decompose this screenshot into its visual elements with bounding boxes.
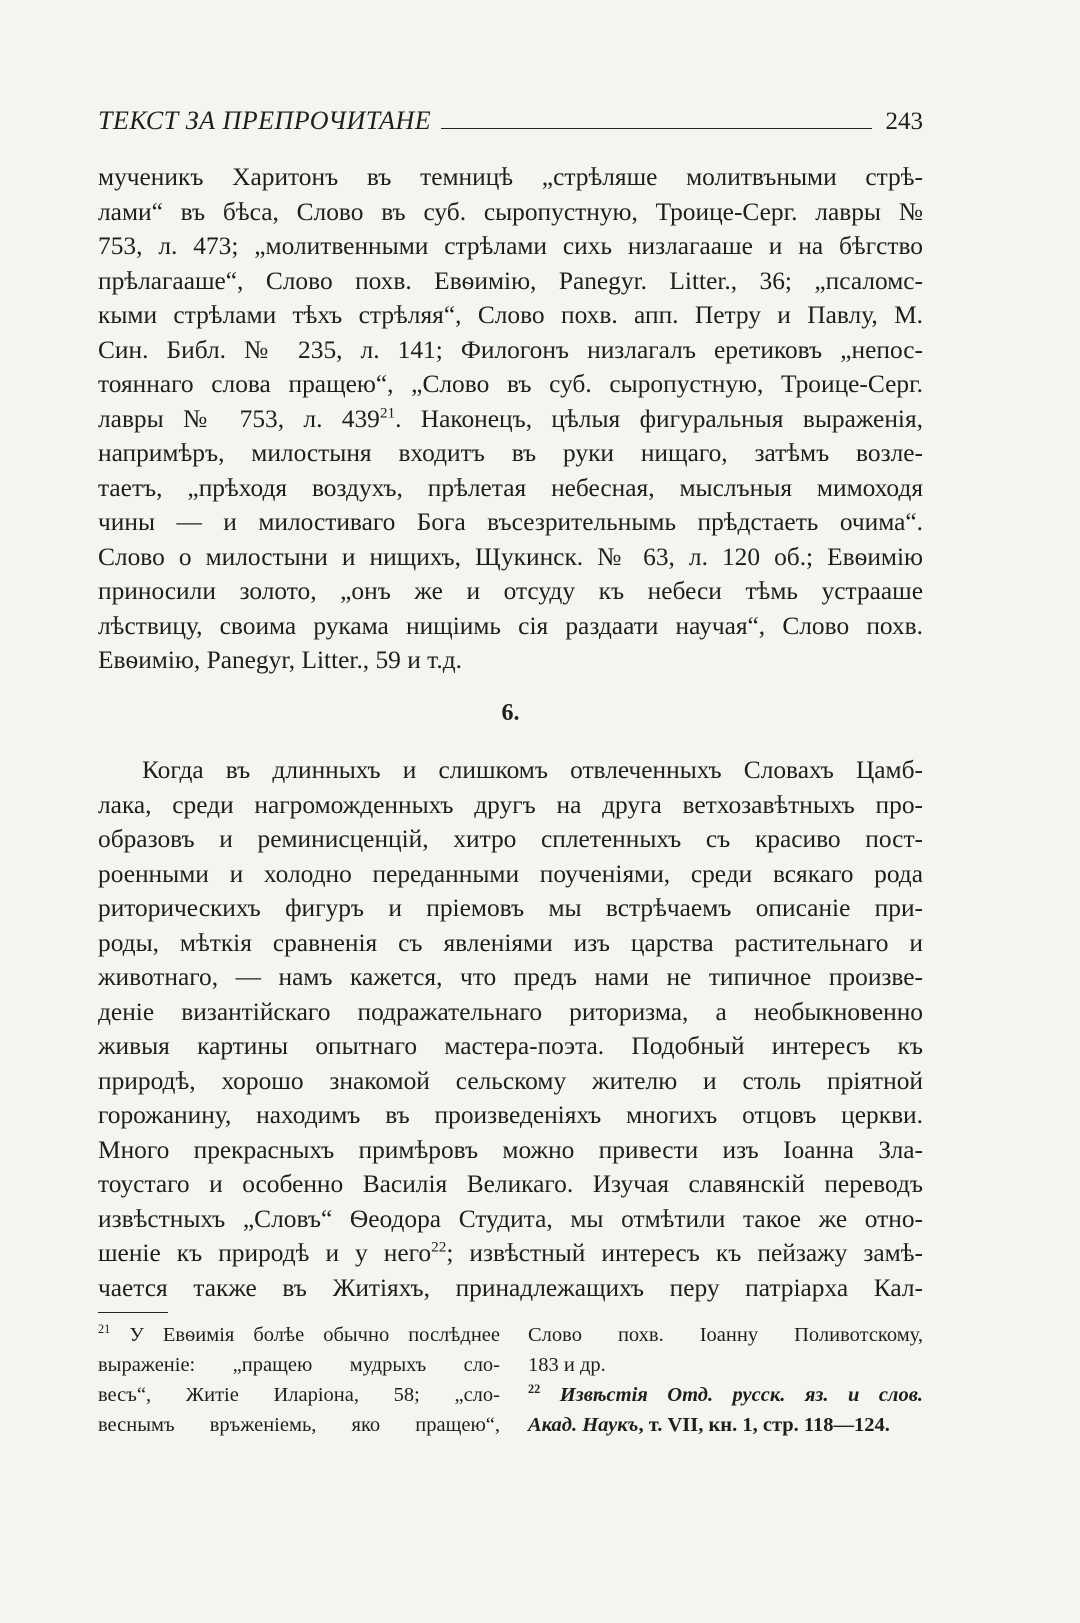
text-line: лака, среди нагроможденныхъ другъ на друга ветхозавѣтныхъ про-: [98, 790, 923, 819]
text-line: роды, мѣткія сравненія съ явленіями изъ царства растительнаго и: [98, 928, 923, 957]
text-line: живыя картины опытнаго мастера-поэта. Подобный интересъ къ: [98, 1032, 923, 1060]
footnote-22: [528, 1380, 923, 1410]
text-line: тояннаго слова пращею“, „Слово въ суб. сыропустную, Троице-Серг.: [98, 370, 923, 398]
text-segment: . Наконецъ, цѣлыя фигуральныя выраженія,: [395, 404, 923, 433]
footnote-ref-22[interactable]: 22: [431, 1238, 447, 1256]
text-line: прѣлагааше“, Слово похв. Евѳимію, Panegyr. Litter., 36; „псаломс-: [98, 266, 923, 295]
text-line: лѣствицу, своима рукама нищіимь сія раздаати научая“, Слово похв.: [98, 611, 923, 640]
text-segment: лавры № 753, л. 439: [98, 404, 380, 433]
text-line: таетъ, „прѣходя воздухъ, прѣлетая небесная, мыслъныя мимоходя: [98, 473, 923, 502]
text-segment: шеніе къ природѣ и у него: [98, 1239, 432, 1267]
text-line: Когда въ длинныхъ и слишкомъ отвлеченныхъ Словахъ Цамб-: [142, 756, 923, 784]
paragraph-1: [98, 160, 923, 678]
text-line: деніе византійскаго подражательнаго риторизма, а необыкновенно: [98, 997, 923, 1026]
footnote-number: 21: [98, 1322, 111, 1337]
text-line: риторическихъ фигуръ и пріемовъ мы встрѣчаемъ описаніе при-: [98, 894, 923, 922]
text-segment: У Евѳимія болѣе обычно послѣднее: [129, 1324, 501, 1346]
footnote-ref-21[interactable]: 21: [379, 404, 396, 422]
footnote-21: [98, 1320, 500, 1440]
text-line: лами“ въ бѣса, Слово въ суб. сыропустную, Троице-Серг. лавры №: [98, 197, 923, 226]
text-line: горожанину, находимъ въ произведеніяхъ многихъ отцовъ церкви.: [98, 1101, 923, 1129]
text-line: извѣстныхъ „Словъ“ Ѳеодора Студита, мы отмѣтили такое же отно-: [98, 1204, 923, 1233]
paragraph-2: [98, 753, 923, 1305]
footnote-line: Слово похв. Іоанну Поливотскому,: [528, 1324, 923, 1346]
text-line: образовъ и реминисценцій, хитро сплетенныхъ съ красиво пост-: [98, 825, 923, 853]
journal-title-cont: Акад. Наукъ: [528, 1414, 639, 1436]
footnote-line: [528, 1410, 923, 1440]
text-line: Син. Библ. № 235, л. 141; Филогонъ низлагалъ еретиковъ „непос-: [98, 335, 923, 364]
text-line: животнаго, — намъ кажется, что предъ нами не типичное произве-: [98, 963, 923, 991]
footnote-line: выраженіе: „пращею мудрыхъ сло-: [98, 1354, 500, 1376]
text-line: роенными и холодно переданными поученіями, среди всякаго рода: [98, 859, 923, 888]
running-title: ТЕКСТ ЗА ПРЕПРОЧИТАНЕ: [98, 106, 432, 135]
footnote-line: весъ“, Житіе Иларіона, 58; „сло-: [98, 1384, 500, 1406]
text-line: Евѳимію, Panegyr, Litter., 59 и т.д.: [98, 646, 462, 674]
text-line: Слово о милостыни и нищихъ, Щукинск. № 63, л. 120 об.; Евѳимію: [98, 542, 923, 571]
text-line: чается также въ Житіяхъ, принадлежащихъ перу патріарха Кал-: [98, 1273, 923, 1302]
text-line: [98, 1236, 923, 1271]
footnote-line: 183 и др.: [528, 1354, 606, 1376]
text-line: 753, л. 473; „молитвенными стрѣлами сихь низлагааше и на бѣгство: [98, 232, 923, 260]
journal-title: Извѣстія Отд. русск. яз. и слов.: [559, 1384, 923, 1406]
text-line: приносили золото, „онъ же и отсуду къ небеси тѣмь устрааше: [98, 577, 923, 605]
footnote-line: веснымъ връженіемь, яко пращею“,: [98, 1414, 500, 1436]
text-line: мученикъ Харитонъ въ темницѣ „стрѣляше молитвъными стрѣ-: [98, 163, 923, 191]
footnote-number: 22: [528, 1382, 541, 1397]
running-header: [98, 100, 923, 136]
footnote-column-right: [528, 1320, 923, 1440]
footnote-line: [98, 1320, 500, 1350]
text-segment: ; извѣстный интересъ къ пейзажу замѣ-: [446, 1239, 923, 1267]
text-line: кыми стрѣлами тѣхъ стрѣляя“, Слово похв. апп. Петру и Павлу, М.: [98, 301, 923, 329]
text-segment: , т. VII, кн. 1, стр. 118—124.: [638, 1414, 890, 1436]
page-number: 243: [885, 108, 923, 135]
text-line: природѣ, хорошо знакомой сельскому жителю и столь пріятной: [98, 1066, 923, 1095]
text-line: напримѣръ, милостыня входитъ въ руки нищаго, затѣмъ возле-: [98, 439, 923, 467]
section-number: 6.: [501, 700, 520, 726]
text-line: чины — и милостиваго Бога въсезрительнымь прѣдстаеть очима“.: [98, 508, 923, 536]
text-line: [98, 402, 923, 437]
header-rule: [441, 128, 871, 129]
footnote-rule: [98, 1312, 168, 1313]
text-line: Много прекрасныхъ примѣровъ можно привести изъ Іоанна Зла-: [98, 1135, 923, 1164]
text-line: тоустаго и особенно Василія Великаго. Изучая славянскій переводъ: [98, 1170, 923, 1198]
